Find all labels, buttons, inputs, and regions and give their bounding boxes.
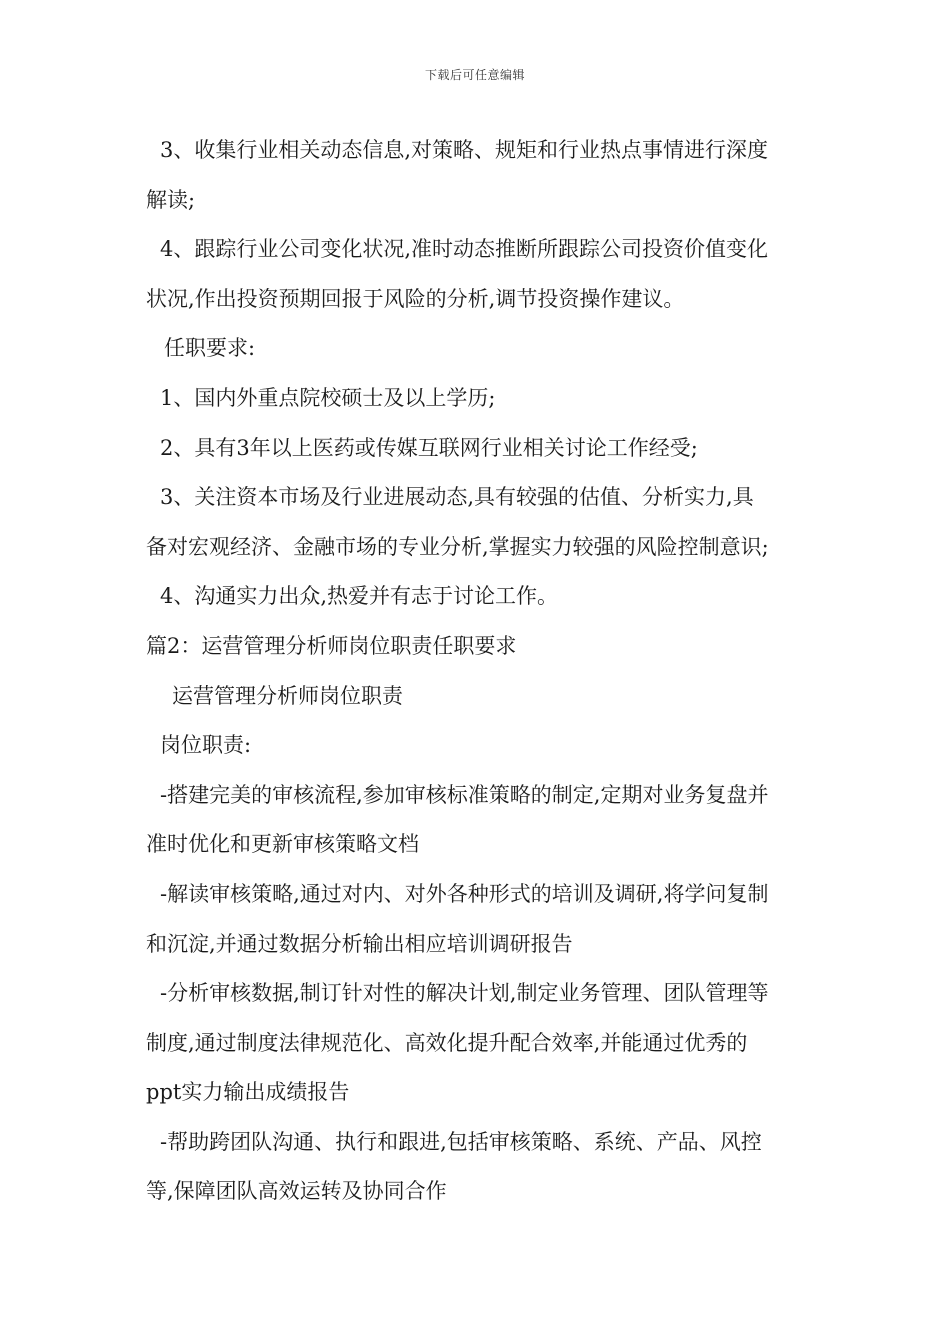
paragraph-line: 制度,通过制度法律规范化、高效化提升配合效率,并能通过优秀的 <box>146 1030 748 1055</box>
paragraph-line: 备对宏观经济、金融市场的专业分析,掌握实力较强的风险控制意识; <box>146 534 769 559</box>
paragraph-line: ppt实力输出成绩报告 <box>146 1080 350 1105</box>
paragraph-line: 等,保障团队高效运转及协同合作 <box>146 1179 447 1204</box>
paragraph-line: 状况,作出投资预期回报于风险的分析,调节投资操作建议。 <box>146 286 685 311</box>
section-subheading: 运营管理分析师岗位职责 <box>172 683 403 708</box>
paragraph-line: 解读; <box>146 187 196 212</box>
paragraph-line: -解读审核策略,通过对内、对外各种形式的培训及调研,将学问复制 <box>160 881 769 906</box>
section-label: 岗位职责: <box>160 733 252 758</box>
paragraph-line: 3、收集行业相关动态信息,对策略、规矩和行业热点事情进行深度 <box>160 138 769 162</box>
paragraph-line: -搭建完美的审核流程,参加审核标准策略的制定,定期对业务复盘并 <box>160 782 769 807</box>
header-note: 下载后可任意编辑 <box>424 68 525 82</box>
paragraph-line: 和沉淀,并通过数据分析输出相应培训调研报告 <box>146 931 573 956</box>
section-heading: 篇2：运营管理分析师岗位职责任职要求 <box>146 633 517 658</box>
paragraph-line: 4、跟踪行业公司变化状况,准时动态推断所跟踪公司投资价值变化 <box>160 237 769 262</box>
paragraph-line: -分析审核数据,制订针对性的解决计划,制定业务管理、团队管理等 <box>160 981 769 1006</box>
paragraph-line: 4、沟通实力出众,热爱并有志于讨论工作。 <box>160 584 559 609</box>
paragraph-line: 1、国内外重点院校硕士及以上学历; <box>160 385 496 410</box>
paragraph-line: -帮助跨团队沟通、执行和跟进,包括审核策略、系统、产品、风控 <box>160 1129 762 1154</box>
paragraph-line: 2、具有3年以上医药或传媒互联网行业相关讨论工作经受; <box>160 435 698 460</box>
document-body <box>146 132 806 1223</box>
section-label: 任职要求: <box>164 336 256 361</box>
paragraph-line: 准时优化和更新审核策略文档 <box>146 832 419 857</box>
paragraph-line: 3、关注资本市场及行业进展动态,具有较强的估值、分析实力,具 <box>160 485 754 510</box>
